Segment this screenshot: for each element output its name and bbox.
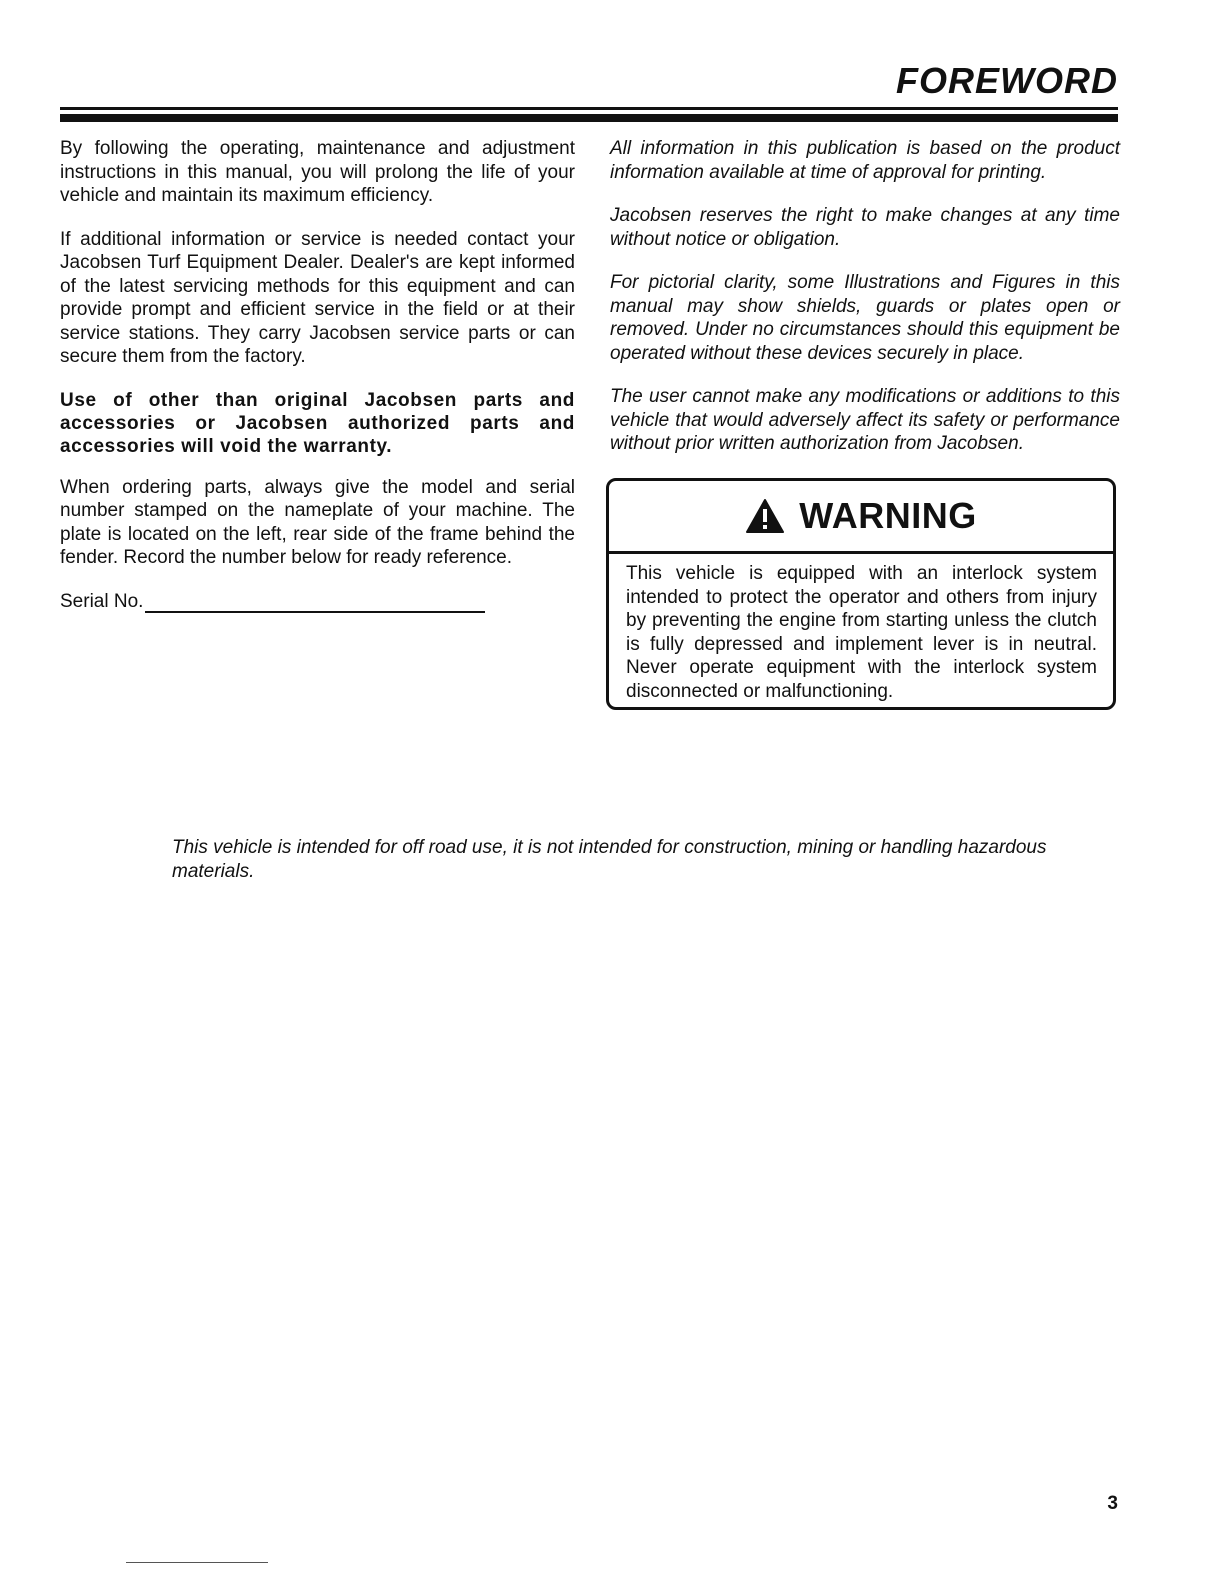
- serial-number-blank: [145, 593, 485, 613]
- modifications-paragraph: The user cannot make any modifications or additions to this vehicle that would adversely affect its safety or performance without prior written authorization from Jacobsen.: [610, 386, 1120, 454]
- right-column: [610, 137, 1120, 476]
- warranty-paragraph: Use of other than original Jacobsen parts and accessories or Jacobsen authorized parts and accessories will void the warranty.: [60, 389, 575, 457]
- title-rule-thick: [60, 114, 1118, 122]
- warning-body: This vehicle is equipped with an interlock system intended to protect the operator and others from injury by preventing the engine from starting unless the clutch is fully depressed and implement lever is in neutral. Never operate equipment with the interlock system disconnected or malfunctioning.: [626, 563, 1097, 702]
- intro-paragraph: By following the operating, maintenance and adjustment instructions in this manual, you will prolong the life of your vehicle and maintain its maximum efficiency.: [60, 138, 575, 206]
- ordering-parts-paragraph: When ordering parts, always give the model and serial number stamped on the nameplate of your machine. The plate is located on the left, rear side of the frame behind the fender. Record the number below for ready reference.: [60, 476, 575, 568]
- warning-title: WARNING: [799, 495, 977, 536]
- serial-number-label: Serial No.: [60, 590, 144, 612]
- page-title: FOREWORD: [896, 60, 1118, 101]
- warning-header: [609, 481, 1113, 554]
- dealer-paragraph: If additional information or service is needed contact your Jacobsen Turf Equipment Dealer. Dealer's are kept informed of the latest servicing methods for this equipment and can provide prompt and efficient service in the field or at their service stations. They carry Jacobsen service parts or can secure them from the factory.: [60, 228, 575, 367]
- warning-triangle-icon: [745, 498, 785, 534]
- publication-info-paragraph: All information in this publication is based on the product information available at time of approval for printing.: [610, 138, 1120, 183]
- off-road-use-note: This vehicle is intended for off road use, it is not intended for construction, mining or handling hazardous materials.: [172, 837, 1047, 882]
- bottom-scan-mark: [126, 1562, 268, 1563]
- serial-number-row: [60, 590, 575, 614]
- title-rule-thin: [60, 107, 1118, 110]
- pictorial-clarity-paragraph: For pictorial clarity, some Illustrations and Figures in this manual may show shields, guards or plates open or removed. Under no circumstances should this equipment be operated without these devices securely in place.: [610, 272, 1120, 364]
- changes-paragraph: Jacobsen reserves the right to make changes at any time without notice or obligation.: [610, 205, 1120, 250]
- left-column: [60, 137, 575, 613]
- warning-box: [606, 478, 1116, 710]
- page-number: 3: [1107, 1493, 1118, 1514]
